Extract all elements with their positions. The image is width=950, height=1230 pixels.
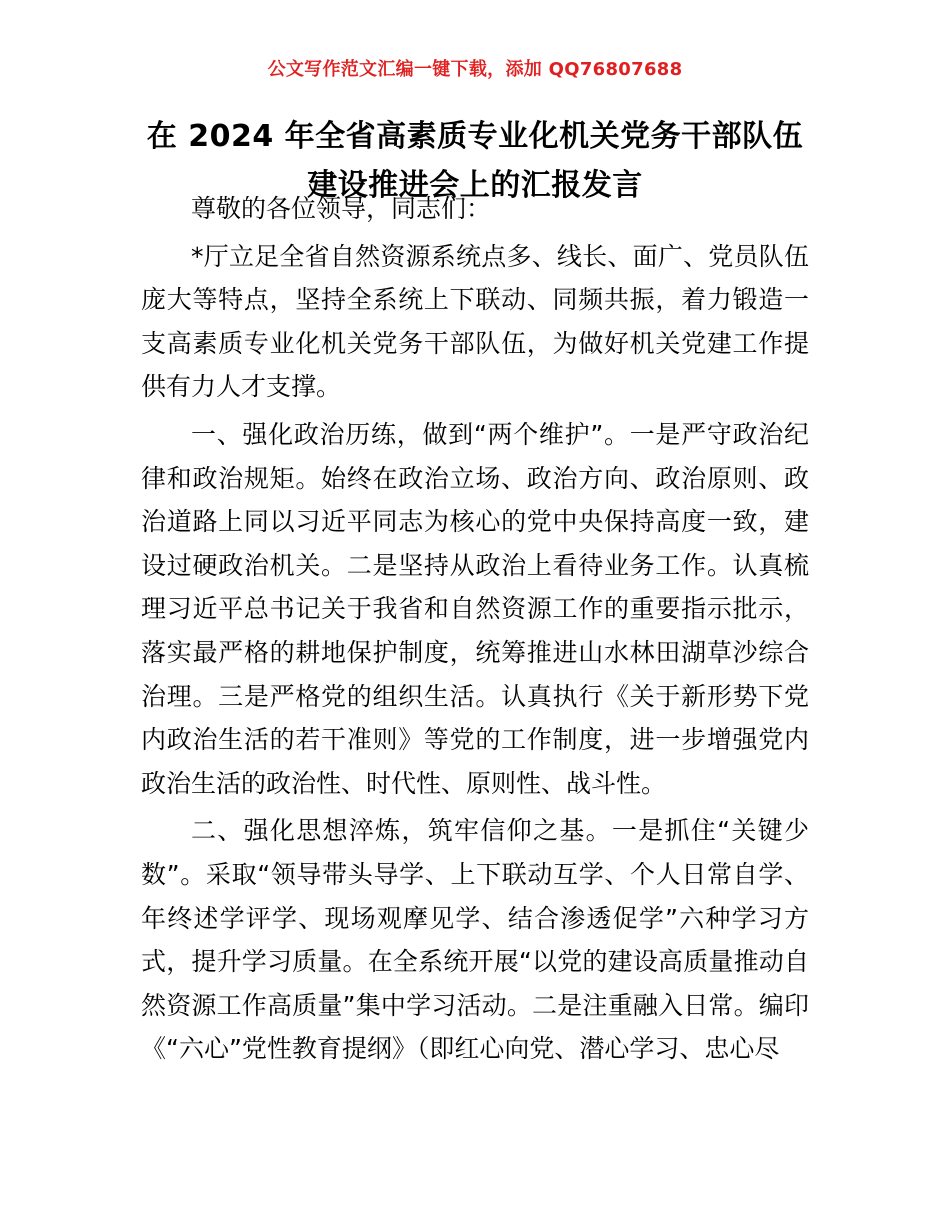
download-banner: 公文写作范文汇编一键下载，添加 QQ76807688 — [267, 59, 683, 80]
paragraph-intro: *厅立足全省自然资源系统点多、线长、面广、党员队伍庞大等特点，坚持全系统上下联动、同频共振，着力锻造一支高素质专业化机关党务干部队伍，为做好机关党建工作提供有力人才支撑。 — [141, 241, 809, 402]
title-line-2: 建设推进会上的汇报发言 — [307, 168, 643, 203]
document-body — [141, 187, 809, 1071]
title-line-1: 在 2024 年全省高素质专业化机关党务干部队伍 — [146, 119, 804, 154]
paragraph-section-2: 二、强化思想淬炼，筑牢信仰之基。一是抓住“关键少数”。采取“领导带头导学、上下联动互学、个人日常自学、年终述学评学、现场观摩见学、结合渗透促学”六种学习方式，提升学习质量。在全系统开展“以党的建设高质量推动自然资源工作高质量”集中学习活动。二是注重融入日常。编印《“六心”党性教育提纲》（即红心向党、潜心学习、忠心尽 — [141, 816, 809, 1064]
salutation: 尊敬的各位领导，同志们： — [191, 194, 492, 223]
paragraph-section-1: 一、强化政治历练，做到“两个维护”。一是严守政治纪律和政治规矩。始终在政治立场、政治方向、政治原则、政治道路上同以习近平同志为核心的党中央保持高度一致，建设过硬政治机关。二是坚持从政治上看待业务工作。认真梳理习近平总书记关于我省和自然资源工作的重要指示批示，落实最严格的耕地保护制度，统筹推进山水林田湖草沙综合治理。三是严格党的组织生活。认真执行《关于新形势下党内政治生活的若干准则》等党的工作制度，进一步增强党内政治生活的政治性、时代性、原则性、战斗性。 — [141, 419, 809, 798]
